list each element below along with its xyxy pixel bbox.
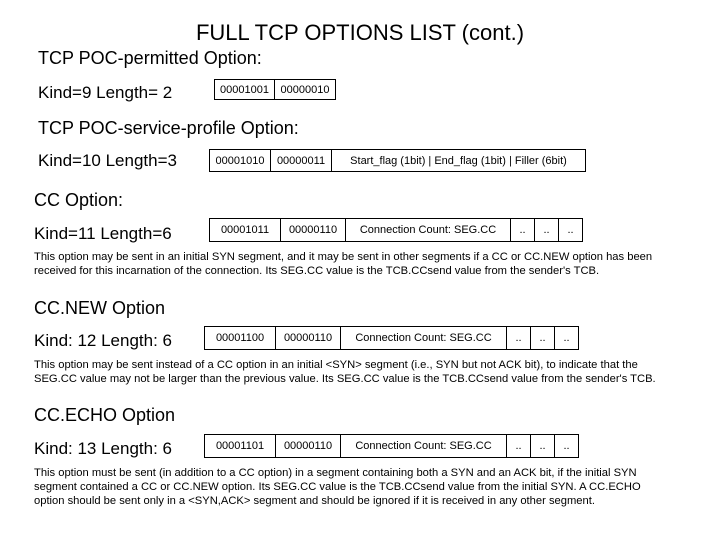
length-byte-cell: 00000110 xyxy=(275,326,341,350)
section-heading-cc-echo: CC.ECHO Option xyxy=(34,405,176,425)
length-byte-cell: 00000011 xyxy=(270,149,332,172)
continuation-cell: .. xyxy=(534,218,559,242)
length-byte-cell: 00000110 xyxy=(280,218,346,242)
kind-length-label: Kind: 13 Length: 6 xyxy=(34,439,173,458)
kind-byte-cell: 00001101 xyxy=(204,434,276,458)
continuation-cell: .. xyxy=(510,218,535,242)
kind-byte-cell: 00001001 xyxy=(214,79,275,100)
length-byte-cell: 00000010 xyxy=(274,79,336,100)
kind-length-label: Kind: 12 Length: 6 xyxy=(34,331,173,350)
section-heading-cc-new: CC.NEW Option xyxy=(34,298,166,318)
section-heading-cc: CC Option: xyxy=(34,190,124,210)
continuation-cell: .. xyxy=(554,434,579,458)
length-byte-cell: 00000110 xyxy=(275,434,341,458)
kind-length-label: Kind=9 Length= 2 xyxy=(38,83,173,102)
kind-length-label: Kind=10 Length=3 xyxy=(38,151,177,170)
continuation-cell: .. xyxy=(506,326,531,350)
continuation-cell: .. xyxy=(530,434,555,458)
flags-cell: Start_flag (1bit) | End_flag (1bit) | Filler (6bit) xyxy=(331,149,586,172)
continuation-cell: .. xyxy=(558,218,583,242)
section-heading-poc-permitted: TCP POC-permitted Option: xyxy=(38,48,262,68)
kind-length-label: Kind=11 Length=6 xyxy=(34,224,172,243)
kind-byte-cell: 00001011 xyxy=(209,218,281,242)
kind-byte-cell: 00001010 xyxy=(209,149,271,172)
option-description: This option must be sent (in addition to a CC option) in a segment containing both a SYN and an ACK bit, if the initial SYN segment contained a CC or CC.NEW option. Its SEG.CC value is the TCB.CCsend value from the initial SYN. A CC.ECHO option should be sent only in a <SYN,ACK> segment and should be ignored if it is received in any other segment. xyxy=(34,467,641,507)
continuation-cell: .. xyxy=(530,326,555,350)
option-description: This option may be sent in an initial SYN segment, and it may be sent in other segments if a CC or CC.NEW option has been received for this incarnation of the connection. Its SEG.CC value is the TCB.CCsend value from the sender's TCB. xyxy=(34,251,653,277)
continuation-cell: .. xyxy=(506,434,531,458)
section-heading-poc-service-profile: TCP POC-service-profile Option: xyxy=(38,118,299,138)
connection-count-cell: Connection Count: SEG.CC xyxy=(340,434,507,458)
connection-count-cell: Connection Count: SEG.CC xyxy=(345,218,511,242)
continuation-cell: .. xyxy=(554,326,579,350)
kind-byte-cell: 00001100 xyxy=(204,326,276,350)
page-title: FULL TCP OPTIONS LIST (cont.) xyxy=(195,20,525,45)
connection-count-cell: Connection Count: SEG.CC xyxy=(340,326,507,350)
option-description: This option may be sent instead of a CC option in an initial <SYN> segment (i.e., SYN but not ACK bit), to indicate that the SEG.CC value may not be larger than the previous value. Its SEG.CC value is the TCB.CCsend value from the sender's TCB. xyxy=(34,359,656,385)
